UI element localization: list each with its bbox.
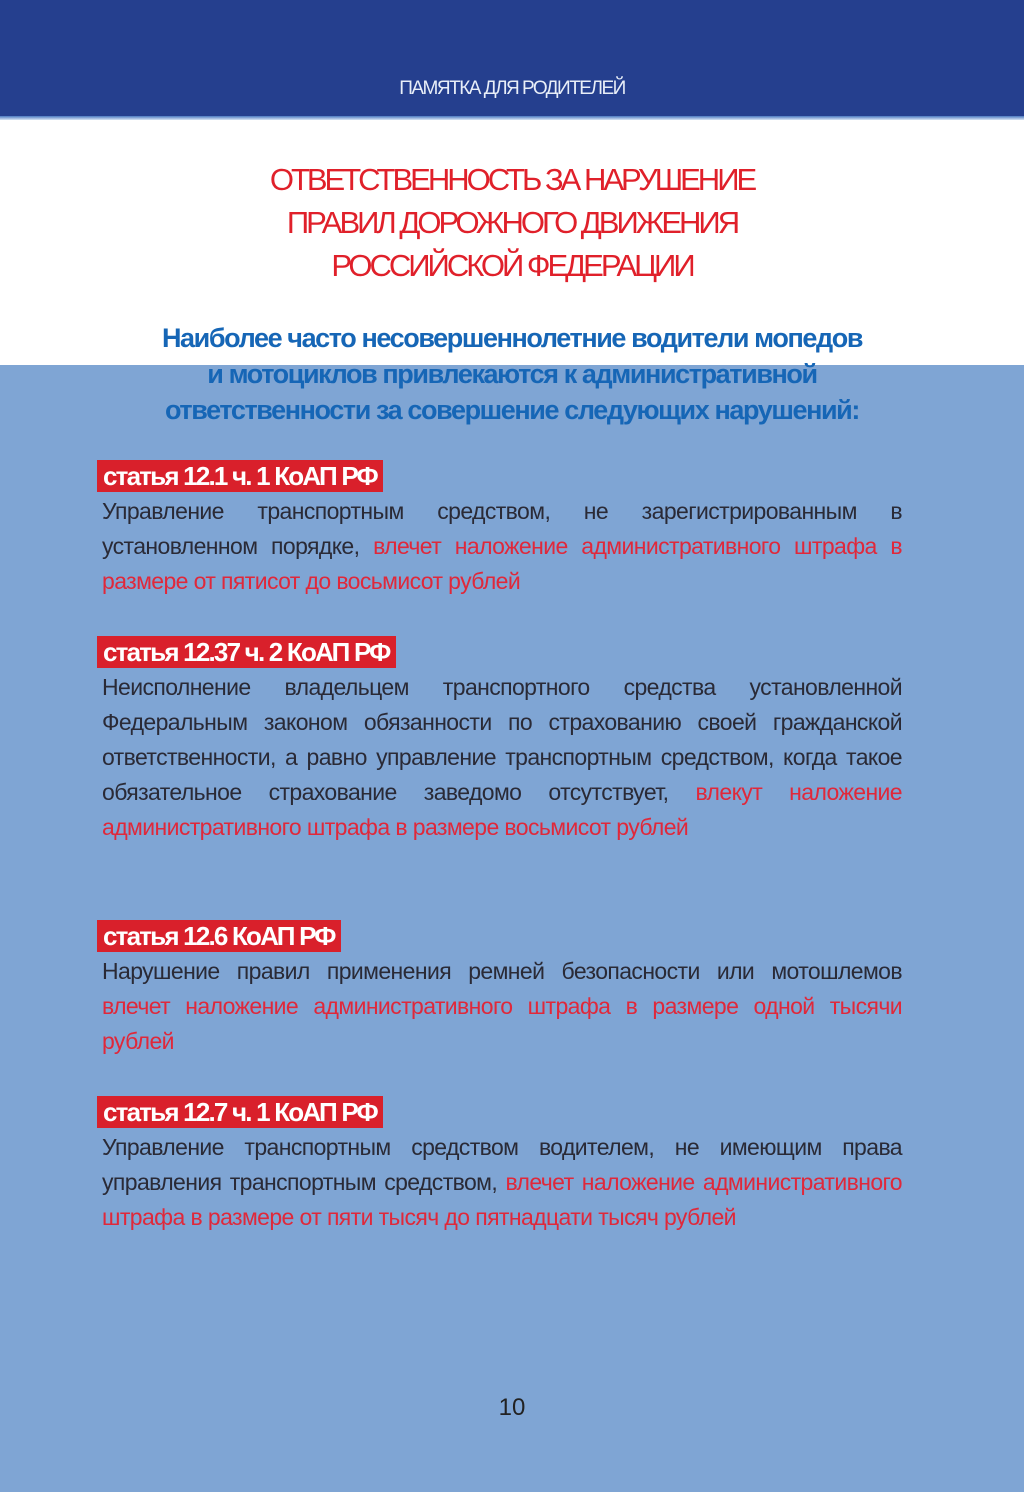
- article-section: [97, 1096, 902, 1235]
- penalty-text: влечет наложение административного штрафа в размере одной тысячи рублей: [102, 993, 902, 1054]
- violation-text: Управление транспортным средством водителем, не имеющим права управления транспортным средством,: [102, 1134, 902, 1195]
- violation-text: Нарушение правил применения ремней безопасности или мотошлемов: [102, 958, 902, 984]
- article-text: [97, 1130, 902, 1235]
- article-badge: статья 12.6 КоАП РФ: [97, 920, 341, 952]
- article-section: [97, 636, 902, 845]
- article-text: [97, 670, 902, 845]
- intro-line: и мотоциклов привлекаются к административной: [207, 359, 817, 389]
- page-title: [0, 158, 1024, 287]
- article-section: [97, 920, 902, 1059]
- article-text: [97, 954, 902, 1059]
- penalty-text: влечет наложение административного штрафа в размере от пяти тысяч до пятнадцати тысяч рублей: [102, 1169, 902, 1230]
- penalty-text: влекут наложение административного штрафа в размере восьмисот рублей: [102, 779, 902, 840]
- penalty-text: влечет наложение административного штрафа в размере от пятисот до восьмисот рублей: [102, 533, 902, 594]
- intro-line: ответственности за совершение следующих нарушений:: [165, 395, 859, 425]
- header-title: ПАМЯТКА ДЛЯ РОДИТЕЛЕЙ: [399, 78, 625, 99]
- violation-text: Управление транспортным средством, не зарегистрированным в установленном порядке,: [102, 498, 902, 559]
- intro-text: [90, 320, 934, 428]
- title-line: РОССИЙСКОЙ ФЕДЕРАЦИИ: [331, 248, 693, 283]
- article-text: [97, 494, 902, 599]
- article-badge: статья 12.7 ч. 1 КоАП РФ: [97, 1096, 383, 1128]
- title-line: ПРАВИЛ ДОРОЖНОГО ДВИЖЕНИЯ: [286, 205, 738, 240]
- article-badge: статья 12.37 ч. 2 КоАП РФ: [97, 636, 396, 668]
- title-line: ОТВЕТСТВЕННОСТЬ ЗА НАРУШЕНИЕ: [269, 162, 755, 197]
- article-badge: статья 12.1 ч. 1 КоАП РФ: [97, 460, 383, 492]
- intro-line: Наиболее часто несовершеннолетние водители мопедов: [161, 323, 863, 353]
- article-section: [97, 460, 902, 599]
- violation-text: Неисполнение владельцем транспортного средства установленной Федеральным законом обязанности по страхованию своей гражданской ответственности, а равно управление транспортным средством, когда такое обязательное страхование заведомо отсутствует,: [102, 674, 902, 805]
- page-number: 10: [498, 1394, 526, 1421]
